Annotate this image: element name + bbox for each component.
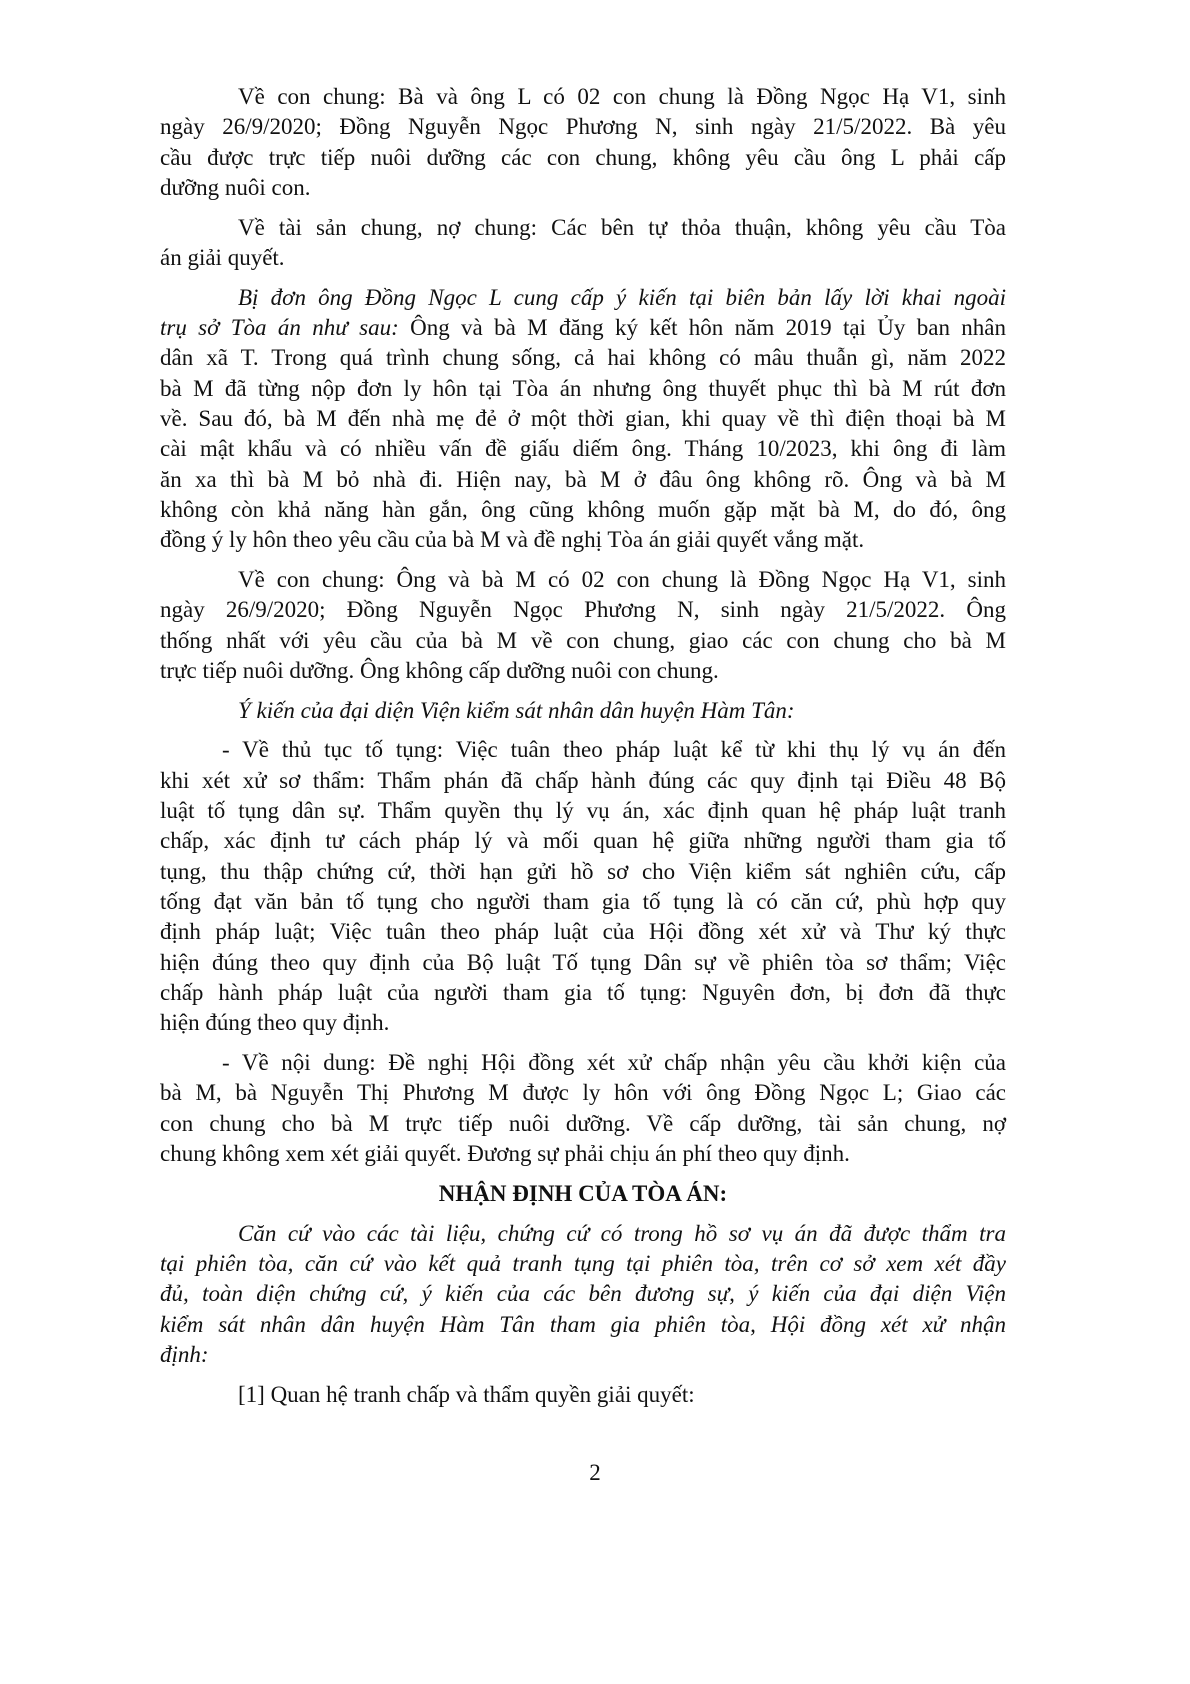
paragraph-line: ngày 26/9/2020; Đồng Nguyễn Ngọc Phương N, sinh ngày 21/5/2022. Ông xyxy=(160,597,1006,623)
paragraph-line: chấp hành pháp luật của người tham gia tố tụng: Nguyên đơn, bị đơn đã thực xyxy=(160,979,1006,1005)
paragraph-line: kiểm sát nhân dân huyện Hàm Tân tham gia phiên tòa, Hội đồng xét xử nhận xyxy=(160,1311,1006,1337)
paragraph-line: trực tiếp nuôi dưỡng. Ông không cấp dưỡng nuôi con chung. xyxy=(160,657,719,683)
paragraph-line: khi xét xử sơ thẩm: Thẩm phán đã chấp hành đúng các quy định tại Điều 48 Bộ xyxy=(160,767,1006,793)
paragraph-line: dân xã T. Trong quá trình chung sống, cả hai không có mâu thuẫn gì, năm 2022 xyxy=(160,345,1006,371)
line-text: Ông và bà M đăng ký kết hôn năm 2019 tại Ủy ban nhân xyxy=(398,315,1006,341)
paragraph-line: tống đạt văn bản tố tụng cho người tham gia tố tụng là có căn cứ, phù hợp quy xyxy=(160,888,1006,914)
paragraph xyxy=(160,1219,1006,1370)
paragraph-line: hiện đúng theo quy định. xyxy=(160,1010,390,1036)
paragraph-line: Bị đơn ông Đồng Ngọc L cung cấp ý kiến tại biên bản lấy lời khai ngoài xyxy=(238,284,1006,310)
paragraph-line: thống nhất với yêu cầu của bà M về con chung, giao các con chung cho bà M xyxy=(160,627,1006,653)
paragraph-line: cầu được trực tiếp nuôi dưỡng các con chung, không yêu cầu ông L phải cấp xyxy=(160,144,1006,170)
paragraph-line: [1] Quan hệ tranh chấp và thẩm quyền giải quyết: xyxy=(238,1381,695,1407)
paragraph-line: chung không xem xét giải quyết. Đương sự phải chịu án phí theo quy định. xyxy=(160,1140,850,1166)
document-page xyxy=(160,82,1006,1420)
paragraph xyxy=(160,283,1006,556)
paragraph-line: hiện đúng theo quy định của Bộ luật Tố tụng Dân sự về phiên tòa sơ thẩm; Việc xyxy=(160,949,1006,975)
paragraph-line: về. Sau đó, bà M đến nhà mẹ đẻ ở một thời gian, khi quay về thì điện thoại bà M xyxy=(160,405,1006,431)
paragraph-line: tại phiên tòa, căn cứ vào kết quả tranh tụng tại phiên tòa, trên cơ sở xem xét đầy xyxy=(160,1251,1006,1277)
paragraph-line: không còn khả năng hàn gắn, ông cũng không muốn gặp mặt bà M, do đó, ông xyxy=(160,496,1006,522)
paragraph xyxy=(160,565,1006,686)
paragraph-line: bà M đã từng nộp đơn ly hôn tại Tòa án nhưng ông thuyết phục thì bà M rút đơn xyxy=(160,375,1006,401)
paragraph-line: Căn cứ vào các tài liệu, chứng cứ có trong hồ sơ vụ án đã được thẩm tra xyxy=(238,1220,1006,1246)
paragraph xyxy=(160,213,1006,274)
paragraph-line: Về con chung: Ông và bà M có 02 con chung là Đồng Ngọc Hạ V1, sinh xyxy=(238,566,1006,592)
paragraph-line: tụng, thu thập chứng cứ, thời hạn gửi hồ sơ cho Viện kiểm sát nghiên cứu, cấp xyxy=(160,858,1006,884)
paragraph-line: - Về thủ tục tố tụng: Việc tuân theo pháp luật kể từ khi thụ lý vụ án đến xyxy=(222,737,1006,763)
paragraph xyxy=(160,1048,1006,1169)
paragraph xyxy=(160,735,1006,1038)
paragraph-line: - Về nội dung: Đề nghị Hội đồng xét xử chấp nhận yêu cầu khởi kiện của xyxy=(222,1049,1006,1075)
paragraph-line: đủ, toàn diện chứng cứ, ý kiến của các bên đương sự, ý kiến của đại diện Viện xyxy=(160,1281,1006,1307)
page-number: 2 xyxy=(589,1460,601,1485)
paragraph-line: định: xyxy=(160,1342,209,1368)
paragraph-line: bà M, bà Nguyễn Thị Phương M được ly hôn với ông Đồng Ngọc L; Giao các xyxy=(160,1080,1006,1106)
paragraph xyxy=(160,696,1006,726)
paragraph-line: luật tố tụng dân sự. Thẩm quyền thụ lý vụ án, xác định quan hệ pháp luật tranh xyxy=(160,798,1006,824)
paragraph xyxy=(160,82,1006,203)
paragraph-line: ngày 26/9/2020; Đồng Nguyễn Ngọc Phương N, sinh ngày 21/5/2022. Bà yêu xyxy=(160,114,1006,140)
paragraph-line: Về con chung: Bà và ông L có 02 con chung là Đồng Ngọc Hạ V1, sinh xyxy=(238,84,1006,109)
paragraph-line: đồng ý ly hôn theo yêu cầu của bà M và đề nghị Tòa án giải quyết vắng mặt. xyxy=(160,527,865,553)
section-heading: NHẬN ĐỊNH CỦA TÒA ÁN: xyxy=(438,1180,728,1206)
paragraph-line: án giải quyết. xyxy=(160,244,285,270)
paragraph-line: Ý kiến của đại diện Viện kiểm sát nhân dân huyện Hàm Tân: xyxy=(238,697,795,723)
paragraph-line: dưỡng nuôi con. xyxy=(160,174,311,200)
italic-lead: trụ sở Tòa án như sau: xyxy=(160,315,399,341)
paragraph xyxy=(160,1380,1006,1410)
paragraph-line: ăn xa thì bà M bỏ nhà đi. Hiện nay, bà M ở đâu ông không rõ. Ông và bà M xyxy=(160,466,1006,492)
body-section-1 xyxy=(160,82,1006,1169)
paragraph-line: định pháp luật; Việc tuân theo pháp luật của Hội đồng xét xử và Thư ký thực xyxy=(160,919,1006,945)
body-section-2 xyxy=(160,1219,1006,1410)
paragraph-line: con chung cho bà M trực tiếp nuôi dưỡng. Về cấp dưỡng, tài sản chung, nợ xyxy=(160,1110,1006,1136)
paragraph-line: cài mật khẩu và có nhiều vấn đề giấu diếm ông. Tháng 10/2023, khi ông đi làm xyxy=(160,436,1006,462)
paragraph-line: Về tài sản chung, nợ chung: Các bên tự thỏa thuận, không yêu cầu Tòa xyxy=(238,214,1006,240)
paragraph-line xyxy=(160,313,1006,343)
paragraph-line: chấp, xác định tư cách pháp lý và mối quan hệ giữa những người tham gia tố xyxy=(160,828,1006,854)
